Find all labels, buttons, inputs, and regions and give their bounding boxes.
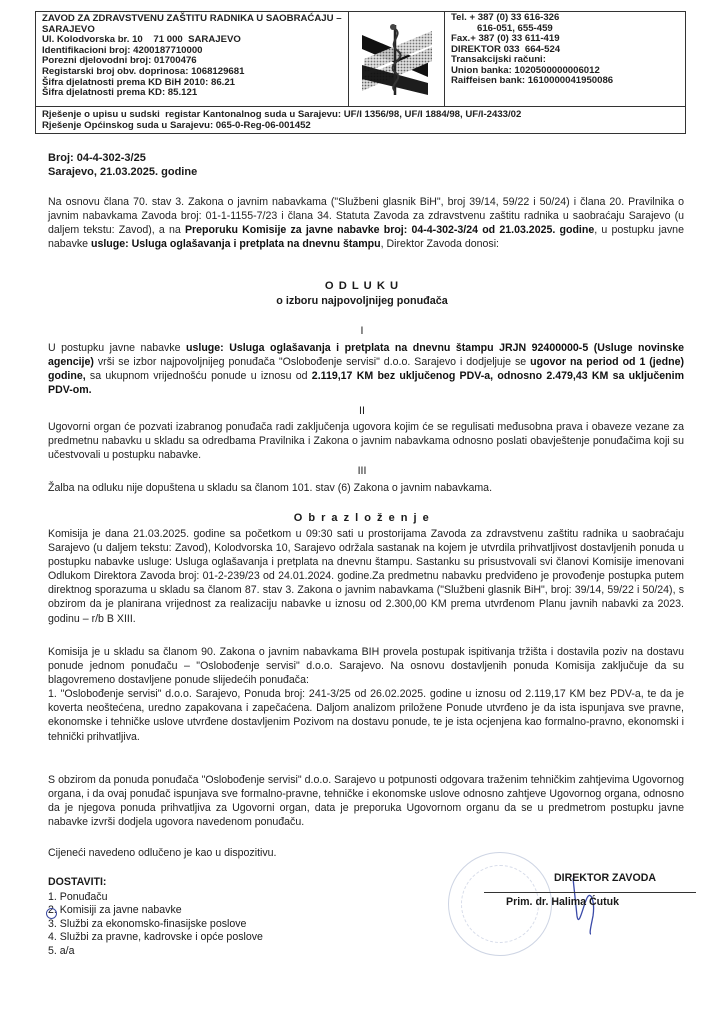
contact-info (445, 12, 685, 106)
handwritten-circle-mark-icon (46, 908, 57, 919)
reasoning-paragraph-2: Komisija je u skladu sa članom 90. Zakona o javnim nabavkama BIH provela postupak ispitivanja tržišta i dostavila poziv na dostavu ponude jednom ponuđaču – "Oslobođenje servisi" d.o.o. Sarajevo. Na osnovu dostavljenih ponuda Komisija zaključuje da su blagovremeno dostavljene ponude slijedećih ponuđača: 1. "Oslobođenje servisi" d.o.o. Sarajevo, Ponuda broj: 241-3/25 od 26.02.2025. godine u iznosu od 2.119,17 KM bez PDV-a, te da je koverta neoštećena, uredno zapakovana i zapečaćena. Daljom analizom priložene Ponude utvrđeno je da ista ispunjava sve pravne, ekonomske i tehničke uslove utvrđene dostavljenim Pozivom na dostavu ponude, te je ista ocjenjena kao formalno-pravno, ekonomski i tehnički prihvatljiva. (48, 646, 684, 743)
section-1-text: U postupku javne nabavke usluge: Usluga oglašavanja i pretplata na dnevnu štampu JRJN 92400000-5 (Usluge novinske agencije) vrši se izbor najpovoljnijeg ponuđača "Oslobođenje servisi" d.o.o. Sarajevo i dodjeljuje se ugovor na period od 1 (jedne) godine, sa ukupnom vrijednošću ponude u iznosu od 2.119,17 KM bez uključenog PDV-a, odnosno 2.479,43 KM sa uključenim PDV-om. (48, 342, 684, 397)
registry-municipal: Rješenje Općinskog suda u Sarajevu: 065-0-Reg-06-001452 (42, 120, 311, 131)
org-tax-number: Porezni djelovodni broj: 01700476 (42, 55, 197, 67)
organization-info (36, 12, 349, 106)
decision-title: O D L U K U (324, 280, 400, 292)
org-contribution-number: Registarski broj obv. doprinosa: 1068129681 (42, 65, 245, 77)
reference-number: Broj: 04-4-302-3/25 (48, 152, 146, 164)
org-name-line-2: SARAJEVO (42, 23, 95, 35)
section-2-text: Ugovorni organ će pozvati izabranog ponuđača radi zaključenja ugovora kojim će se regulisati međusobna prava i obaveze vezane za predmetnu nabavku u skladu sa odredbama Pravilnika i Zakona o javnim nabavkama odnosno poslati obavještenje ponuđačima koji su učestvovali u postupku nabavke. (48, 421, 684, 462)
phone-additional: 616-051, 655-459 (477, 22, 553, 34)
raiffeisen-bank-account: Raiffeisen bank: 1610000041950086 (451, 75, 614, 86)
decision-subtitle: o izboru najpovoljnijeg ponuđača (276, 295, 448, 307)
delivery-list (48, 876, 263, 959)
union-bank-account: Union banka: 1020500000006012 (451, 64, 600, 76)
org-id-number: Identifikacioni broj: 4200187710000 (42, 44, 203, 56)
document-reference (48, 151, 197, 179)
reasoning-paragraph-1: Komisija je dana 21.03.2025. godine sa početkom u 09:30 sati u prostorijama Zavoda za zdravstvenu zaštitu radnika u saobraćaju Sarajevo (u daljem tekstu: Zavod), Kolodvorska 10, Sarajevo održala sastanak na kojem je utvrdila prihvatljivost dostavljenih ponuda u postupku nabavke usluge: Usluga oglašavanja i pretplata na dnevnu štampu. Sastanku su prisustvovali svi članovi Komisije imenovani Odlukom Direktora Zavoda broj: 01-2-239/23 od 24.01.2024. godine.Za predmetnu nabavku predviđeno je provođenje postupka putem direktnog sporazuma u skladu sa članom 87. stav 3. Zakona o javnim nabavkama ("Službeni glasnik BiH", broj: 39/14, 59/22 i 50/24), s obzirom da je planirana vrijednost za realizaciju nabavke u iznosu od 2.300,00 KM prema utvrđenom Planu javnih nabavki za 2023. godinu – r/b B XIII. (48, 528, 684, 625)
registry-cantonal: Rješenje o upisu u sudski registar Kantonalnog suda u Sarajevu: UF/I 1356/98, UF/I 1884/98, UF/I-2433/02 (42, 109, 522, 120)
director-phone: DIREKTOR 033 664-524 (451, 43, 561, 55)
reference-date: Sarajevo, 21.03.2025. godine (48, 166, 198, 178)
org-address: Ul. Kolodvorska br. 10 71 000 SARAJEVO (42, 34, 241, 46)
caduceus-logo-icon (349, 12, 445, 106)
director-title: DIREKTOR ZAVODA (553, 872, 657, 884)
letterhead-top (36, 12, 685, 107)
letterhead (35, 11, 686, 134)
delivery-item: 2. Komisiji za javne nabavke (48, 904, 182, 917)
section-3-numeral: III (357, 465, 367, 477)
fax: Fax.+ 387 (0) 33 611-419 (451, 33, 560, 44)
delivery-item: 4. Službi za pravne, kadrovske i opće poslove (48, 931, 263, 944)
section-2-numeral: II (359, 405, 365, 417)
reasoning-title: O b r a z l o ž e n j e (293, 512, 431, 524)
offer-item-1: 1. "Oslobođenje servisi" d.o.o. Sarajevo, Ponuda broj: 241-3/25 od 26.02.2025. godine u iznosu od 2.119,17 KM bez PDV-a, te da je koverta neoštećena, uredno zapakovana i zapečaćena. Daljom analizom priložene Ponude utvrđeno je da ista ispunjava sve pravne, ekonomske i tehničke uslove utvrđene dostavljenim Pozivom na dostavu ponude, te je ista ocjenjena kao formalno-pravno, ekonomski i tehnički prihvatljiva. (48, 688, 684, 743)
delivery-item: 3. Službi za ekonomsko-finasijske poslove (48, 917, 247, 930)
org-activity-code-bih: Šifra djelatnosti prema KD BiH 2010: 86.21 (42, 76, 236, 88)
phone-main: Tel. + 387 (0) 33 616-326 (451, 12, 560, 23)
bank-accounts-label: Transakcijski računi: (451, 54, 546, 65)
section-1-numeral: I (360, 325, 364, 337)
signature-block (484, 872, 706, 908)
delivery-item: 5. a/a (48, 944, 75, 957)
court-registry (36, 107, 685, 133)
reasoning-paragraph-3: S obzirom da ponuda ponuđača "Oslobođenje servisi" d.o.o. Sarajevo u potpunosti odgovara traženim tehničkim zahtjevima Ugovornog organa, i da ovaj ponuđač ispunjava sve formalno-pravne, tehničke i ekonomske uslove odnosno zahtjeve Ugovornog organa, odnosno da je njegova ponuda prihvatljiva za Ugovorni organ, data je preporuka Ugovornom organu da se u predmetrom postupku javne nabavke izvrši dodjela ugovora navedenom ponuđaču. (48, 774, 684, 829)
delivery-heading: DOSTAVITI: (48, 876, 107, 888)
delivery-item: 1. Ponuđaču (48, 890, 108, 903)
signature-line (484, 892, 696, 893)
section-3-text: Žalba na odluku nije dopuštena u skladu sa članom 101. stav (6) Zakona o javnim nabavkama. (48, 482, 493, 494)
reasoning-paragraph-4: Cijeneći navedeno odlučeno je kao u dispozitivu. (48, 847, 277, 859)
preamble: Na osnovu člana 70. stav 3. Zakona o javnim nabavkama ("Službeni glasnik BiH", broj 39/14, 59/22 i 50/24) i člana 20. Pravilnika o javnim nabavkama Zavoda broj: 01-1-1155-7/23 i člana 34. Statuta Zavoda za zdravstvenu zaštitu radnika u saobraćaju Sarajevo (u daljem tekstu: Zavod), a na Preporuku Komisije za javne nabavke broj: 04-4-302-3/24 od 21.03.2025. godine, u postupku javne nabavke usluge: Usluga oglašavanja i pretplata na dnevnu štampu, Direktor Zavoda donosi: (48, 196, 684, 251)
director-name: Prim. dr. Halima Ćutuk (506, 896, 620, 908)
org-activity-code: Šifra djelatnosti prema KD: 85.121 (42, 87, 198, 99)
org-name-line-1: ZAVOD ZA ZDRAVSTVENU ZAŠTITU RADNIKA U SAOBRAĆAJU – (42, 13, 342, 24)
